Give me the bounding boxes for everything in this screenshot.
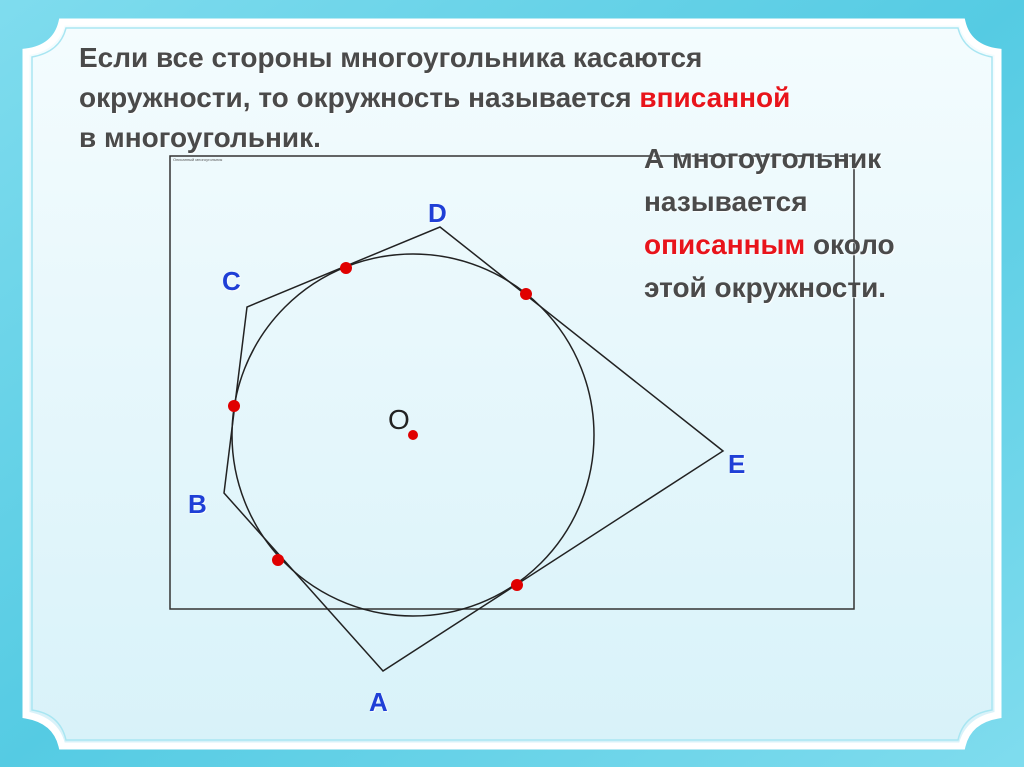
vertex-label-a: A [369, 687, 388, 717]
tangent-point-ea [511, 579, 523, 591]
tiny-caption: Описанный многоугольник [173, 157, 223, 162]
inscribed-term: вписанной [639, 82, 791, 113]
side-line-1: А многоугольник [644, 143, 882, 174]
side-line-4: этой окружности. [644, 272, 887, 303]
tangent-point-de [520, 288, 532, 300]
definition-line-2 [79, 78, 959, 118]
side-text [644, 137, 974, 309]
vertex-label-c: C [222, 266, 241, 296]
circumscribed-term: описанным [644, 229, 806, 260]
tangent-point-bc [228, 400, 240, 412]
vertex-label-e: E [728, 449, 746, 479]
vertex-label-b: B [188, 489, 207, 519]
definition-line-2-start: окружности, то окружность называется [79, 82, 632, 113]
side-line-2: называется [644, 186, 808, 217]
tangent-point-ab [272, 554, 284, 566]
center-label-o: O [388, 404, 410, 435]
tangent-point-cd [340, 262, 352, 274]
side-line-3 [644, 223, 974, 266]
vertex-label-d: D [428, 198, 447, 228]
side-line-3-end: около [812, 229, 895, 260]
definition-line-1: Если все стороны многоугольника касаются [79, 42, 703, 73]
definition-line-3: в многоугольник. [79, 122, 321, 153]
